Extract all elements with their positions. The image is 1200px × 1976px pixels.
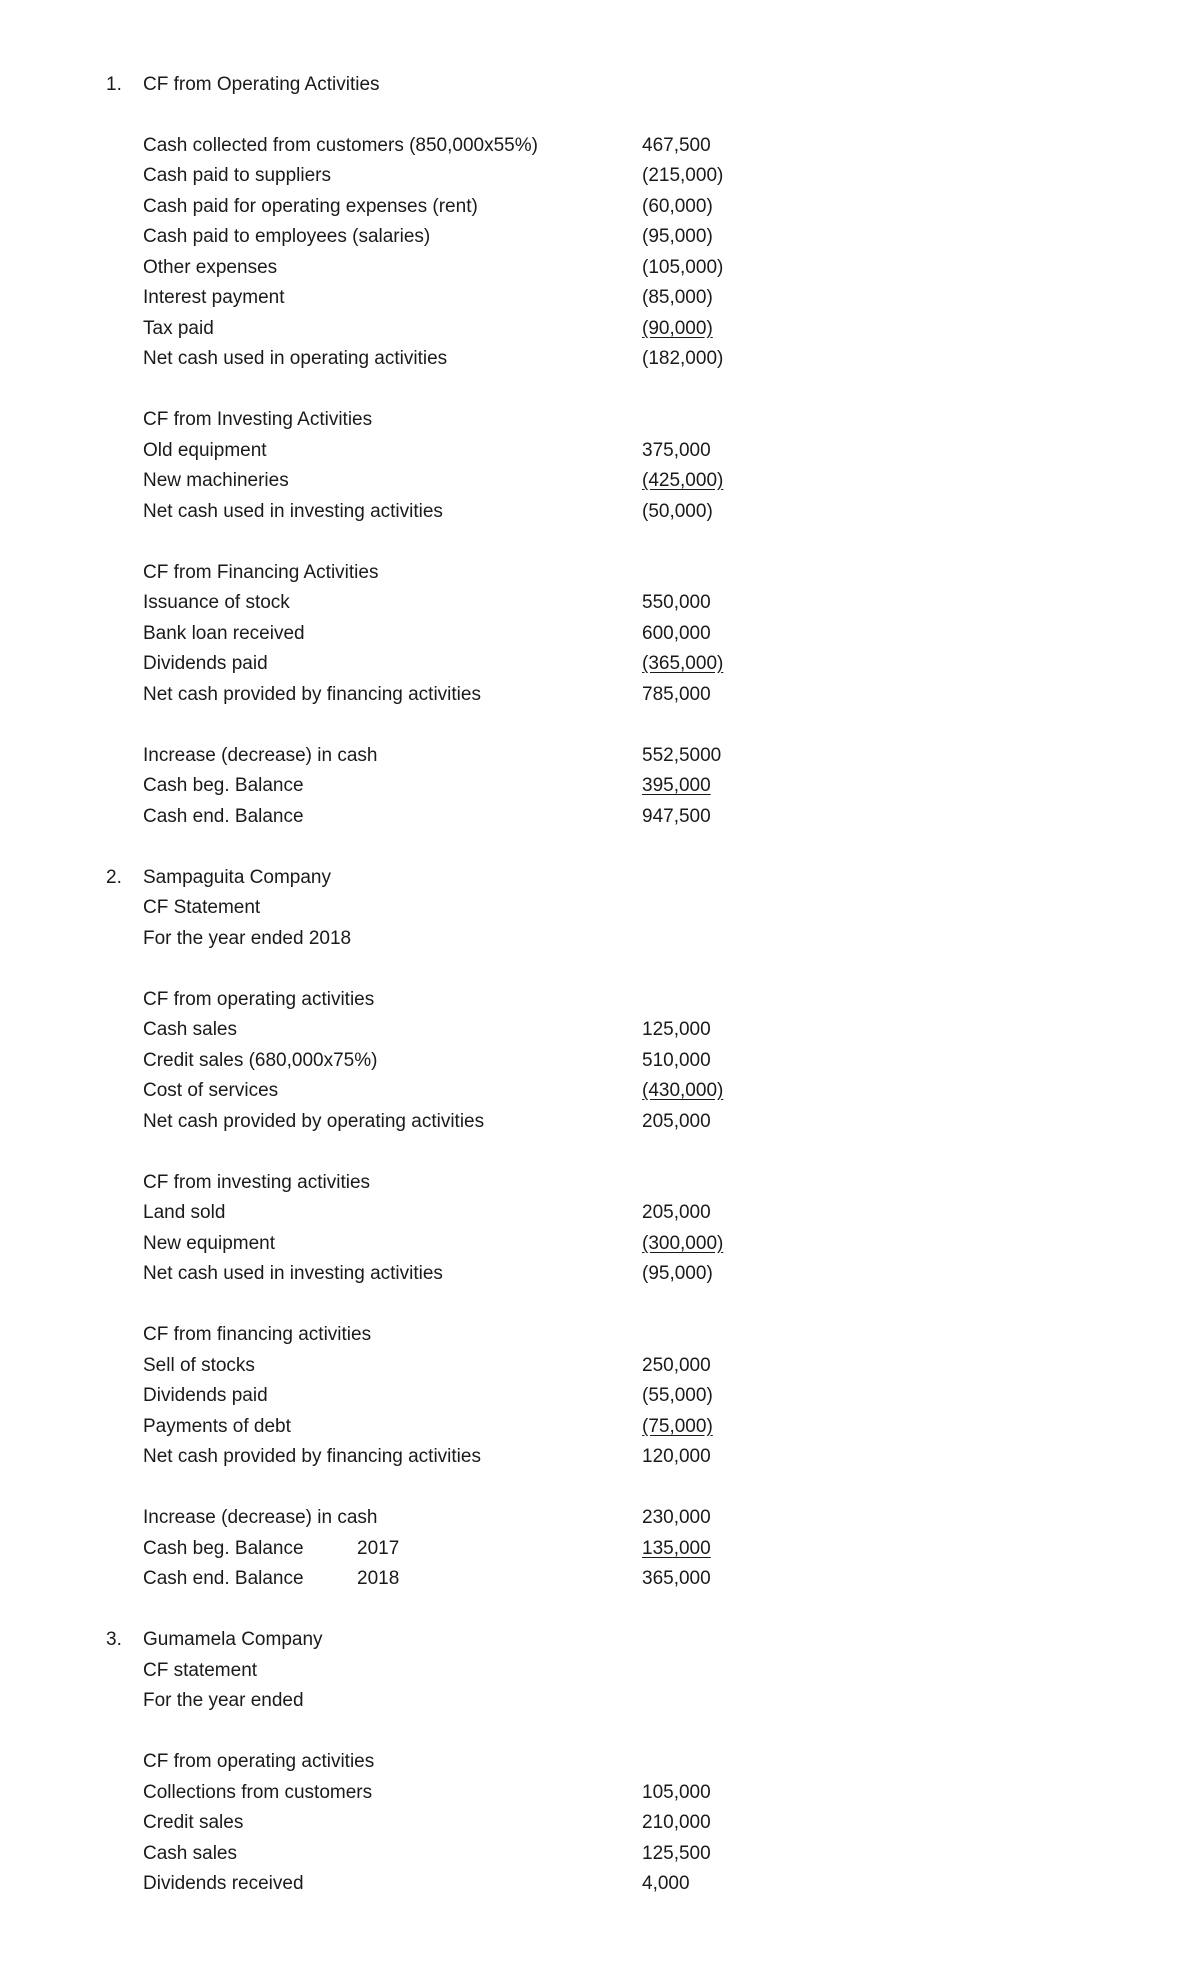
line-label: Dividends paid	[143, 1385, 268, 1406]
subsection-heading: CF from Financing Activities	[143, 562, 379, 583]
line-label: Cash paid for operating expenses (rent)	[143, 196, 478, 217]
line-label: Old equipment	[143, 440, 267, 461]
line-amount: (215,000)	[642, 165, 724, 186]
line-amount: (425,000)	[642, 470, 724, 491]
total-label: Net cash used in investing activities	[143, 1263, 443, 1284]
line-amount: 510,000	[642, 1050, 711, 1071]
line-amount: 600,000	[642, 623, 711, 644]
subsection-heading: CF from operating activities	[143, 989, 375, 1010]
line-label: Collections from customers	[143, 1782, 373, 1803]
line-amount: (365,000)	[642, 653, 724, 674]
line-label: Dividends paid	[143, 653, 268, 674]
line-label: New machineries	[143, 470, 289, 491]
line-label: Cash sales	[143, 1019, 237, 1040]
line-amount: 250,000	[642, 1355, 711, 1376]
line-amount: 395,000	[642, 775, 711, 796]
total-amount: 120,000	[642, 1446, 711, 1467]
line-label: Land sold	[143, 1202, 226, 1223]
subsection-heading: CF from financing activities	[143, 1324, 372, 1345]
line-amount: (75,000)	[642, 1416, 713, 1437]
section-title: CF from Operating Activities	[143, 74, 380, 95]
line-amount: 205,000	[642, 1202, 711, 1223]
line-label: Interest payment	[143, 287, 285, 308]
line-label: Cash paid to suppliers	[143, 165, 331, 186]
line-label: Cash beg. Balance	[143, 1538, 304, 1559]
total-label: Net cash used in operating activities	[143, 348, 448, 369]
line-amount: 210,000	[642, 1812, 711, 1833]
line-label: Other expenses	[143, 257, 278, 278]
total-amount: 947,500	[642, 806, 711, 827]
line-label: Cash sales	[143, 1843, 237, 1864]
line-amount: 4,000	[642, 1873, 690, 1894]
line-label: Cash collected from customers (850,000x55%)	[143, 135, 538, 156]
total-label: Net cash provided by operating activities	[143, 1111, 485, 1132]
line-label: Dividends received	[143, 1873, 304, 1894]
line-amount: 230,000	[642, 1507, 711, 1528]
line-label: Cost of services	[143, 1080, 279, 1101]
line-label: Issuance of stock	[143, 592, 290, 613]
section-number: 1.	[106, 74, 122, 95]
subsection-heading: CF from operating activities	[143, 1751, 375, 1772]
line-amount: (430,000)	[642, 1080, 724, 1101]
line-amount: 550,000	[642, 592, 711, 613]
line-amount: 375,000	[642, 440, 711, 461]
line-label: Increase (decrease) in cash	[143, 745, 378, 766]
statement-period: For the year ended	[143, 1690, 304, 1711]
line-amount: (105,000)	[642, 257, 724, 278]
line-label: Cash beg. Balance	[143, 775, 304, 796]
total-label: Cash end. Balance	[143, 1568, 304, 1589]
total-label: Cash end. Balance	[143, 806, 304, 827]
line-label: Credit sales (680,000x75%)	[143, 1050, 378, 1071]
subsection-heading: CF from investing activities	[143, 1172, 371, 1193]
line-label: Bank loan received	[143, 623, 305, 644]
line-label: Increase (decrease) in cash	[143, 1507, 378, 1528]
balance-year: 2018	[357, 1568, 400, 1589]
line-amount: 125,000	[642, 1019, 711, 1040]
line-amount: (90,000)	[642, 318, 713, 339]
section-number: 3.	[106, 1629, 122, 1650]
line-label: Sell of stocks	[143, 1355, 255, 1376]
total-amount: (182,000)	[642, 348, 724, 369]
line-label: New equipment	[143, 1233, 276, 1254]
subsection-heading: CF from Investing Activities	[143, 409, 373, 430]
line-label: Payments of debt	[143, 1416, 291, 1437]
line-amount: (95,000)	[642, 226, 713, 247]
statement-title: CF Statement	[143, 897, 261, 918]
line-amount: (85,000)	[642, 287, 713, 308]
total-amount: (50,000)	[642, 501, 713, 522]
line-amount: (300,000)	[642, 1233, 724, 1254]
line-label: Tax paid	[143, 318, 214, 339]
line-amount: 105,000	[642, 1782, 711, 1803]
line-amount: 135,000	[642, 1538, 711, 1559]
line-amount: 125,500	[642, 1843, 711, 1864]
line-amount: (60,000)	[642, 196, 713, 217]
total-amount: 205,000	[642, 1111, 711, 1132]
balance-year: 2017	[357, 1538, 400, 1559]
line-amount: 552,5000	[642, 745, 722, 766]
section-number: 2.	[106, 867, 122, 888]
company-name: Sampaguita Company	[143, 867, 331, 888]
statement-period: For the year ended 2018	[143, 928, 352, 949]
line-amount: 467,500	[642, 135, 711, 156]
total-label: Net cash provided by financing activities	[143, 1446, 481, 1467]
line-amount: (55,000)	[642, 1385, 713, 1406]
statement-title: CF statement	[143, 1660, 258, 1681]
total-label: Net cash provided by financing activities	[143, 684, 481, 705]
line-label: Cash paid to employees (salaries)	[143, 226, 431, 247]
total-amount: 785,000	[642, 684, 711, 705]
total-amount: (95,000)	[642, 1263, 713, 1284]
company-name: Gumamela Company	[143, 1629, 323, 1650]
total-label: Net cash used in investing activities	[143, 501, 443, 522]
total-amount: 365,000	[642, 1568, 711, 1589]
line-label: Credit sales	[143, 1812, 244, 1833]
